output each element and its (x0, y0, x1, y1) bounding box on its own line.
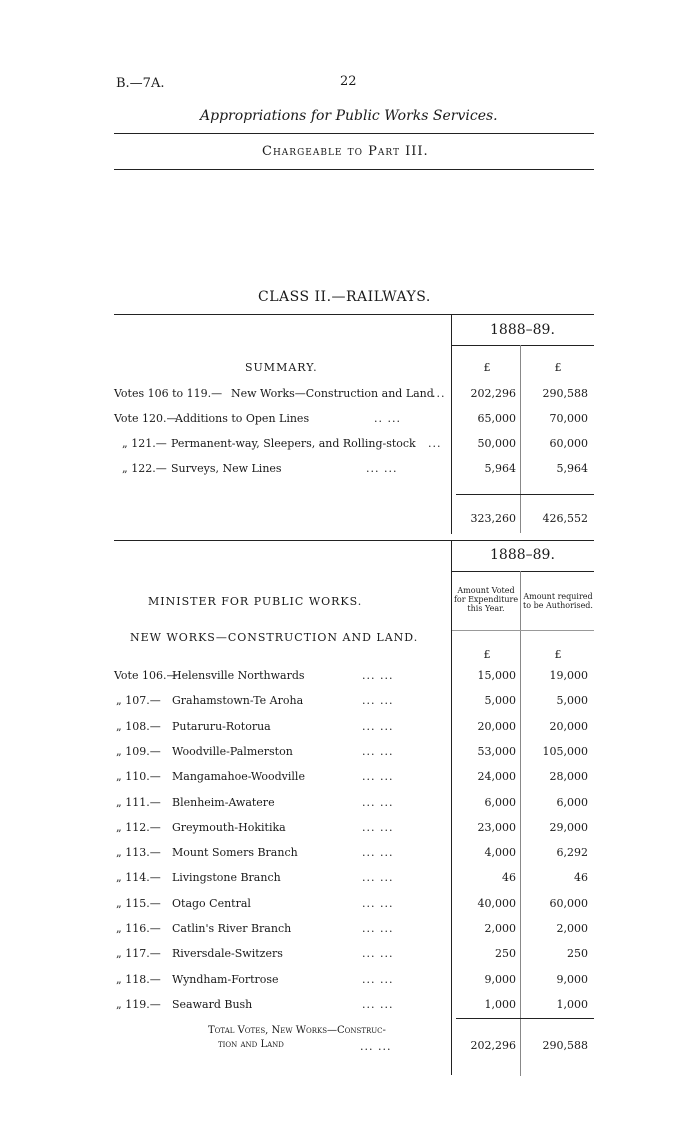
leader-dots: ... ... (362, 897, 394, 910)
detail-year: 1888–89. (490, 547, 555, 563)
detail-row (0, 694, 700, 712)
vote-label: Blenheim-Awatere (172, 796, 275, 809)
required-amount: 19,000 (549, 669, 588, 682)
page-subtitle: Chargeable to Part III. (262, 144, 429, 159)
section-heading: NEW WORKS—CONSTRUCTION AND LAND. (130, 631, 419, 644)
class-title: CLASS II.—RAILWAYS. (258, 289, 431, 305)
summary-row (0, 387, 700, 405)
vote-label: Helensville Northwards (172, 669, 305, 682)
detail-col1-unit: £ (483, 648, 491, 661)
vote-number: „ 115.— (116, 897, 161, 910)
vote-number: „ 108.— (116, 720, 161, 733)
leader-dots: ... (428, 437, 442, 450)
summary-year: 1888–89. (490, 322, 555, 338)
vote-label: Putaruru-Rotorua (172, 720, 271, 733)
summary-row (0, 412, 700, 430)
detail-row (0, 796, 700, 814)
required-amount: 28,000 (549, 770, 588, 783)
document-reference: B.—7A. (116, 76, 165, 91)
required-amount: 9,000 (556, 973, 588, 986)
vote-number: Vote 120.— (114, 412, 178, 425)
detail-row (0, 871, 700, 889)
leader-dots: ... (432, 387, 446, 400)
leader-dots: ... ... (362, 947, 394, 960)
required-amount: 46 (574, 871, 588, 884)
voted-amount: 20,000 (477, 720, 516, 733)
total-voted: 323,260 (470, 512, 516, 525)
vote-number: „ 111.— (116, 796, 161, 809)
detail-total-required: 290,588 (542, 1039, 588, 1052)
detail-row (0, 973, 700, 991)
total-label-continued: tion and Land (218, 1039, 284, 1050)
required-amount: 60,000 (549, 897, 588, 910)
detail-row (0, 745, 700, 763)
detail-row (0, 770, 700, 788)
voted-amount: 65,000 (477, 412, 516, 425)
vote-label: Surveys, New Lines (171, 462, 282, 475)
vote-label: Livingstone Branch (172, 871, 281, 884)
vote-number: „ 114.— (116, 871, 161, 884)
required-amount: 20,000 (549, 720, 588, 733)
vote-label: Grahamstown-Te Aroha (172, 694, 304, 707)
page-title: Appropriations for Public Works Services. (200, 108, 498, 124)
detail-row (0, 998, 700, 1016)
minister-heading: MINISTER FOR PUBLIC WORKS. (148, 595, 363, 608)
voted-amount: 53,000 (477, 745, 516, 758)
voted-amount: 9,000 (484, 973, 516, 986)
vote-number: „ 113.— (116, 846, 161, 859)
vote-number: „ 107.— (116, 694, 161, 707)
rule (114, 133, 594, 134)
detail-row (0, 922, 700, 940)
required-amount: 6,000 (556, 796, 588, 809)
rule (452, 630, 594, 631)
rule (114, 314, 594, 315)
required-amount: 290,588 (542, 387, 588, 400)
vote-number: „ 110.— (116, 770, 161, 783)
leader-dots: ... ... (362, 720, 394, 733)
leader-dots: .. ... (374, 412, 401, 425)
required-amount: 60,000 (549, 437, 588, 450)
summary-total-row (0, 512, 700, 530)
summary-row (0, 462, 700, 480)
vote-label: Wyndham-Fortrose (172, 973, 279, 986)
leader-dots: ... ... (360, 1040, 392, 1053)
leader-dots: ... ... (362, 669, 394, 682)
vote-label: Greymouth-Hokitika (172, 821, 286, 834)
voted-amount: 2,000 (484, 922, 516, 935)
required-amount: 1,000 (556, 998, 588, 1011)
leader-dots: ... ... (362, 922, 394, 935)
vote-label: Mangamahoe-Woodville (172, 770, 305, 783)
leader-dots: ... ... (362, 846, 394, 859)
vote-label: Riversdale-Switzers (172, 947, 283, 960)
voted-amount: 250 (495, 947, 516, 960)
rule (452, 571, 594, 572)
detail-col2-unit: £ (554, 648, 562, 661)
required-amount: 250 (567, 947, 588, 960)
voted-amount: 5,000 (484, 694, 516, 707)
total-label: Total Votes, New Works—Construc- (208, 1025, 386, 1036)
required-amount: 2,000 (556, 922, 588, 935)
voted-amount: 50,000 (477, 437, 516, 450)
summary-col2-unit: £ (554, 361, 562, 374)
vote-label: Seaward Bush (172, 998, 253, 1011)
vote-number: „ 119.— (116, 998, 161, 1011)
vote-label: Woodville-Palmerston (172, 745, 293, 758)
vote-number: „ 118.— (116, 973, 161, 986)
voted-amount: 23,000 (477, 821, 516, 834)
leader-dots: ... ... (362, 973, 394, 986)
voted-amount: 6,000 (484, 796, 516, 809)
voted-amount: 4,000 (484, 846, 516, 859)
voted-amount: 15,000 (477, 669, 516, 682)
vote-number: „ 112.— (116, 821, 161, 834)
detail-row (0, 846, 700, 864)
leader-dots: ... ... (362, 745, 394, 758)
voted-amount: 202,296 (470, 387, 516, 400)
required-amount: 105,000 (542, 745, 588, 758)
detail-row (0, 947, 700, 965)
leader-dots: ... ... (366, 462, 398, 475)
subtotal-rule (456, 1018, 594, 1019)
voted-amount: 46 (502, 871, 516, 884)
detail-row (0, 897, 700, 915)
vote-label: Otago Central (172, 897, 251, 910)
summary-heading: SUMMARY. (245, 361, 318, 374)
vote-number: „ 116.— (116, 922, 161, 935)
detail-row (0, 669, 700, 687)
required-amount: 5,000 (556, 694, 588, 707)
leader-dots: ... ... (362, 871, 394, 884)
vote-label: New Works—Construction and Land (231, 387, 434, 400)
summary-col1-unit: £ (483, 361, 491, 374)
col2-header: Amount required to be Authorised. (523, 592, 593, 610)
required-amount: 5,964 (556, 462, 588, 475)
leader-dots: ... ... (362, 821, 394, 834)
voted-amount: 5,964 (484, 462, 516, 475)
subtotal-rule (456, 494, 594, 495)
required-amount: 70,000 (549, 412, 588, 425)
leader-dots: ... ... (362, 998, 394, 1011)
vote-number: „ 121.— (122, 437, 167, 450)
vote-label: Mount Somers Branch (172, 846, 298, 859)
voted-amount: 24,000 (477, 770, 516, 783)
vote-label: Permanent-way, Sleepers, and Rolling-stock (171, 437, 416, 450)
vote-number: „ 117.— (116, 947, 161, 960)
summary-row (0, 437, 700, 455)
col1-header: Amount Voted for Expenditure this Year. (453, 586, 519, 613)
leader-dots: ... ... (362, 796, 394, 809)
voted-amount: 40,000 (477, 897, 516, 910)
vote-number: „ 122.— (122, 462, 167, 475)
total-required: 426,552 (542, 512, 588, 525)
leader-dots: ... ... (362, 694, 394, 707)
leader-dots: ... ... (362, 770, 394, 783)
required-amount: 6,292 (556, 846, 588, 859)
rule (114, 540, 594, 541)
required-amount: 29,000 (549, 821, 588, 834)
vote-number: Votes 106 to 119.— (114, 387, 223, 400)
vote-label: Additions to Open Lines (175, 412, 310, 425)
detail-total-voted: 202,296 (470, 1039, 516, 1052)
detail-row (0, 821, 700, 839)
voted-amount: 1,000 (484, 998, 516, 1011)
vote-number: „ 109.— (116, 745, 161, 758)
rule (114, 169, 594, 170)
vote-label: Catlin's River Branch (172, 922, 292, 935)
rule (452, 345, 594, 346)
detail-row (0, 720, 700, 738)
vote-number: Vote 106.— (114, 669, 178, 682)
page-number: 22 (340, 74, 357, 89)
